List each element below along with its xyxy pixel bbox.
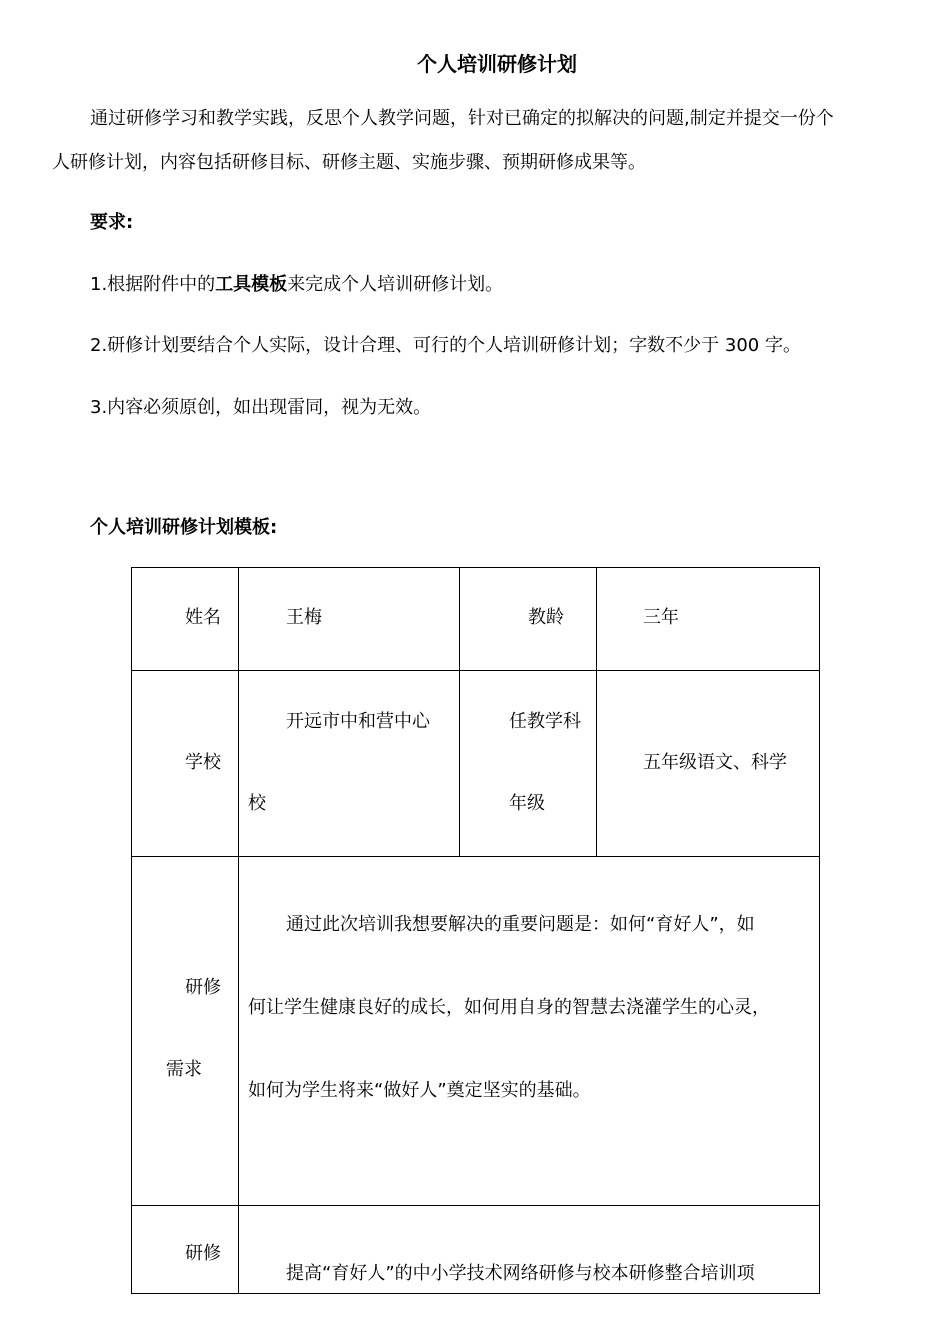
requirement-1-bold: 工具模板 [215,274,288,295]
subject-value-cell [597,671,820,857]
topic-line-1: 提高“育好人”的中小学技术网络研修与校本研修整合培训项 [286,1263,755,1284]
needs-line-2: 何让学生健康良好的成长，如何用自身的智慧去浇灌学生的心灵， [248,997,770,1018]
topic-content-cell [239,1206,820,1294]
teaching-years-value-cell [597,568,820,671]
teaching-years-label: 教龄 [528,607,564,628]
template-heading: 个人培训研修计划模板: [90,517,278,538]
school-value-line-2: 校 [248,793,266,814]
table-row-topic [132,1206,820,1294]
table-row-name [132,568,820,671]
needs-line-3: 如何为学生将来“做好人”奠定坚实的基础。 [248,1080,591,1101]
table-bottom-border [131,1293,820,1294]
name-label-cell [132,568,239,671]
requirement-1-prefix: 1.根据附件中的 [90,274,216,295]
name-value-cell [239,568,460,671]
needs-content-cell [239,857,820,1206]
name-label: 姓名 [185,607,221,628]
teaching-years-value: 三年 [643,607,679,628]
topic-label-cell [132,1206,239,1294]
intro-line-1: 通过研修学习和教学实践，反思个人教学问题，针对已确定的拟解决的问题,制定并提交一份个 [90,108,834,129]
subject-label-line-1: 任教学科 [509,711,581,732]
school-label-cell [132,671,239,857]
school-value-line-1: 开远市中和营中心 [286,711,430,732]
requirements-heading: 要求: [90,212,134,233]
teaching-years-label-cell [460,568,597,671]
school-value-cell [239,671,460,857]
document-title: 个人培训研修计划 [417,52,577,76]
school-label: 学校 [185,752,221,773]
intro-line-2: 人研修计划，内容包括研修目标、研修主题、实施步骤、预期研修成果等。 [52,152,646,173]
plan-form-table [131,567,820,1294]
needs-line-1: 通过此次培训我想要解决的重要问题是：如何“育好人”，如 [286,914,755,935]
table-row-school [132,671,820,857]
requirement-1-suffix: 来完成个人培训研修计划。 [287,274,504,295]
subject-label-cell [460,671,597,857]
needs-label-line-1: 研修 [185,977,221,998]
subject-label-line-2: 年级 [509,793,545,814]
requirement-3: 3.内容必须原创，如出现雷同，视为无效。 [90,397,432,418]
table-row-needs [132,857,820,1206]
topic-label-line-1: 研修 [185,1243,221,1264]
subject-value: 五年级语文、科学 [643,752,787,773]
name-value: 王梅 [286,607,322,628]
requirement-1 [90,270,503,296]
needs-label-line-2: 需求 [166,1059,202,1080]
requirement-2: 2.研修计划要结合个人实际，设计合理、可行的个人培训研修计划；字数不少于 300 字。 [90,335,801,356]
needs-label-cell [132,857,239,1206]
